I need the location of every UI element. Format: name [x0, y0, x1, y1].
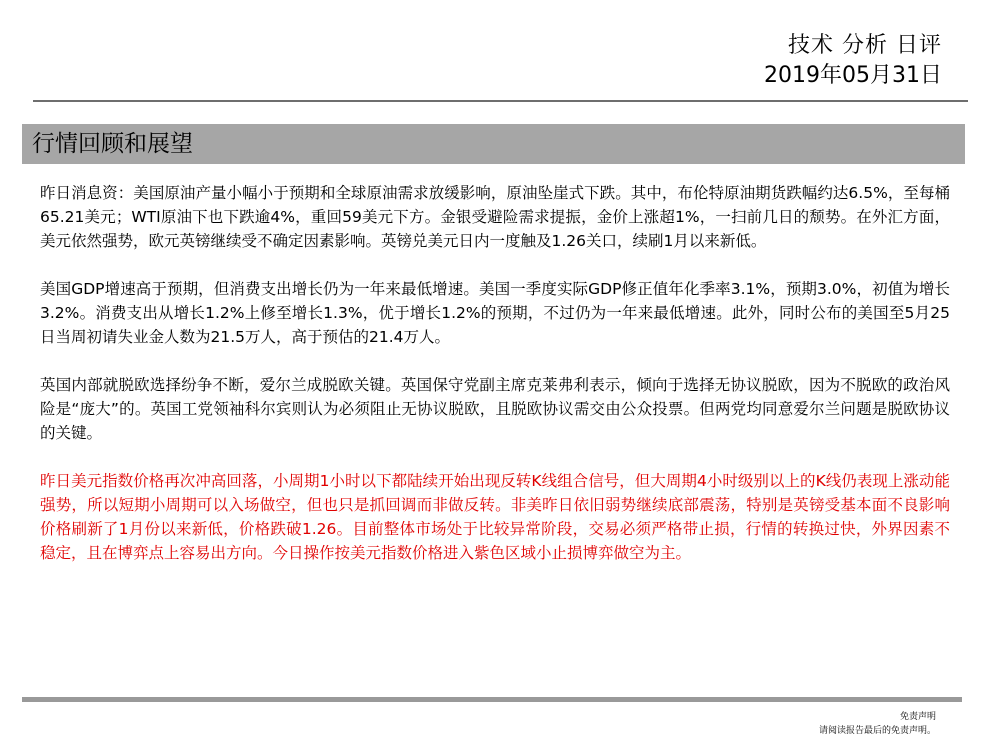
paragraph-us-gdp: 美国GDP增速高于预期，但消费支出增长仍为一年来最低增速。美国一季度实际GDP修正值年化季率3.1%，预期3.0%，初值为增长3.2%。消费支出从增长1.2%上修至增长1.3%，优于增长1.2%的预期，不过仍为一年来最低增速。此外，同时公布的美国至5月25日当周初请失业金人数为21.5万人，高于预估的21.4万人。 — [40, 280, 950, 346]
report-body — [40, 181, 950, 589]
header-divider — [33, 100, 968, 102]
disclaimer-heading: 免责声明 — [899, 712, 936, 722]
paragraph-brexit: 英国内部就脱欧选择纷争不断，爱尔兰成脱欧关键。英国保守党副主席克莱弗利表示，倾向于选择无协议脱欧，因为不脱欧的政治风险是“庞大”的。英国工党领袖科尔宾则认为必须阻止无协议脱欧，且脱欧协议需交由公众投票。但两党均同意爱尔兰问题是脱欧协议的关键。 — [40, 376, 950, 442]
section-title: 行情回顾和展望 — [32, 131, 193, 157]
disclaimer-note: 请阅读报告最后的免责声明。 — [818, 726, 936, 736]
paragraph-market-news: 昨日消息资：美国原油产量小幅小于预期和全球原油需求放缓影响，原油坠崖式下跌。其中，布伦特原油期货跌幅约达6.5%，至每桶65.21美元；WTI原油下也下跌逾4%，重回59美元下方。金银受避险需求提振，金价上涨超1%，一扫前几日的颓势。在外汇方面，美元依然强势，欧元英镑继续受不确定因素影响。英镑兑美元日内一度触及1.26关口，续刷1月以来新低。 — [40, 184, 950, 250]
paragraph-trading-outlook: 昨日美元指数价格再次冲高回落，小周期1小时以下都陆续开始出现反转K线组合信号，但大周期4小时级别以上的K线仍表现上涨动能强势，所以短期小周期可以入场做空，但也只是抓回调而非做反转。非美昨日依旧弱势继续底部震荡，特别是英镑受基本面不良影响价格刷新了1月份以来新低，价格跌破1.26。目前整体市场处于比较异常阶段，交易必须严格带止损，行情的转换过快，外界因素不稳定，且在博弈点上容易出方向。今日操作按美元指数价格进入紫色区域小止损博弈做空为主。 — [40, 472, 950, 562]
footer-divider — [22, 697, 962, 702]
report-title: 技术 分析 日评 — [788, 33, 942, 58]
section-header-bar — [22, 124, 965, 164]
report-date: 2019年05月31日 — [764, 63, 942, 88]
